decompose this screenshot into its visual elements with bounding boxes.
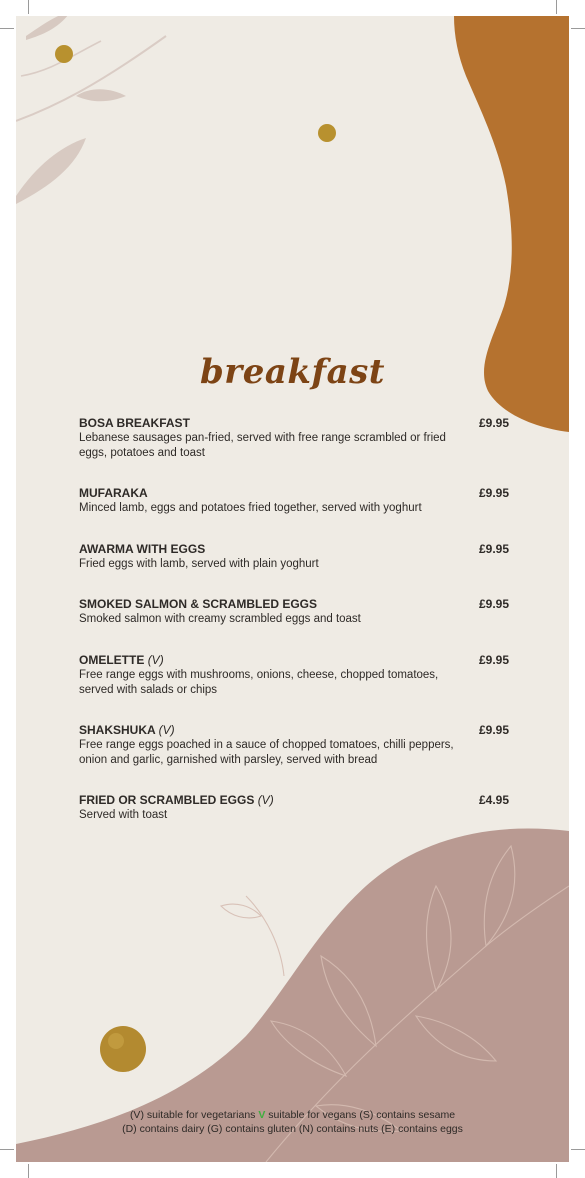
crop-mark — [28, 1164, 29, 1178]
item-name: SMOKED SALMON & SCRAMBLED EGGS — [79, 597, 318, 611]
crop-mark — [556, 0, 557, 14]
gold-dot-icon — [100, 1026, 146, 1072]
item-description: Lebanese sausages pan-fried, served with free range scrambled or fried eggs, potatoes and toast — [79, 432, 446, 459]
crop-mark — [0, 28, 14, 29]
item-price: £9.95 — [478, 723, 509, 737]
item-name: AWARMA WITH EGGS — [79, 542, 206, 556]
menu-item — [79, 416, 509, 461]
dietary-legend — [0, 1108, 585, 1136]
leaf-branch-icon — [16, 16, 166, 204]
item-price: £9.95 — [478, 597, 509, 611]
crop-mark — [571, 1149, 585, 1150]
decorative-background — [16, 16, 569, 1162]
menu-item — [79, 653, 509, 698]
menu-title: breakfast — [200, 352, 385, 392]
menu-item — [79, 597, 509, 627]
crop-mark — [571, 28, 585, 29]
menu-item — [79, 723, 509, 768]
gold-dot-icon — [55, 45, 73, 63]
item-price: £9.95 — [478, 542, 509, 556]
item-description: Fried eggs with lamb, served with plain yoghurt — [79, 558, 319, 570]
legend-line-1: (V) suitable for vegetarians V suitable for vegans (S) contains sesame — [129, 1109, 456, 1121]
vegan-mark-icon: V — [258, 1109, 266, 1121]
crop-mark — [0, 1149, 14, 1150]
item-name: FRIED OR SCRAMBLED EGGS (V) — [79, 793, 274, 807]
legend-line-2: (D) contains dairy (G) contains gluten (N) contains nuts (E) contains eggs — [122, 1123, 463, 1135]
crop-mark — [28, 0, 29, 14]
item-description: Free range eggs with mushrooms, onions, cheese, chopped tomatoes, served with salads or chips — [79, 669, 439, 696]
item-price: £4.95 — [478, 793, 509, 807]
menu-item — [79, 542, 509, 572]
paper-background — [16, 16, 569, 1162]
item-name: BOSA BREAKFAST — [79, 416, 190, 430]
item-price: £9.95 — [478, 653, 509, 667]
item-description: Served with toast — [79, 809, 168, 821]
menu-item — [79, 486, 509, 516]
item-price: £9.95 — [478, 486, 509, 500]
item-description: Minced lamb, eggs and potatoes fried together, served with yoghurt — [79, 502, 422, 514]
item-description: Free range eggs poached in a sauce of chopped tomatoes, chilli peppers, onion and garlic, garnished with parsley, served with bread — [79, 739, 454, 766]
item-description: Smoked salmon with creamy scrambled eggs and toast — [79, 613, 361, 625]
menu-item — [79, 793, 509, 823]
item-name: SHAKSHUKA (V) — [79, 723, 175, 737]
item-name: MUFARAKA — [79, 486, 148, 500]
gold-dot-icon — [318, 124, 336, 142]
crop-mark — [556, 1164, 557, 1178]
item-name: OMELETTE (V) — [79, 653, 164, 667]
item-price: £9.95 — [478, 416, 509, 430]
